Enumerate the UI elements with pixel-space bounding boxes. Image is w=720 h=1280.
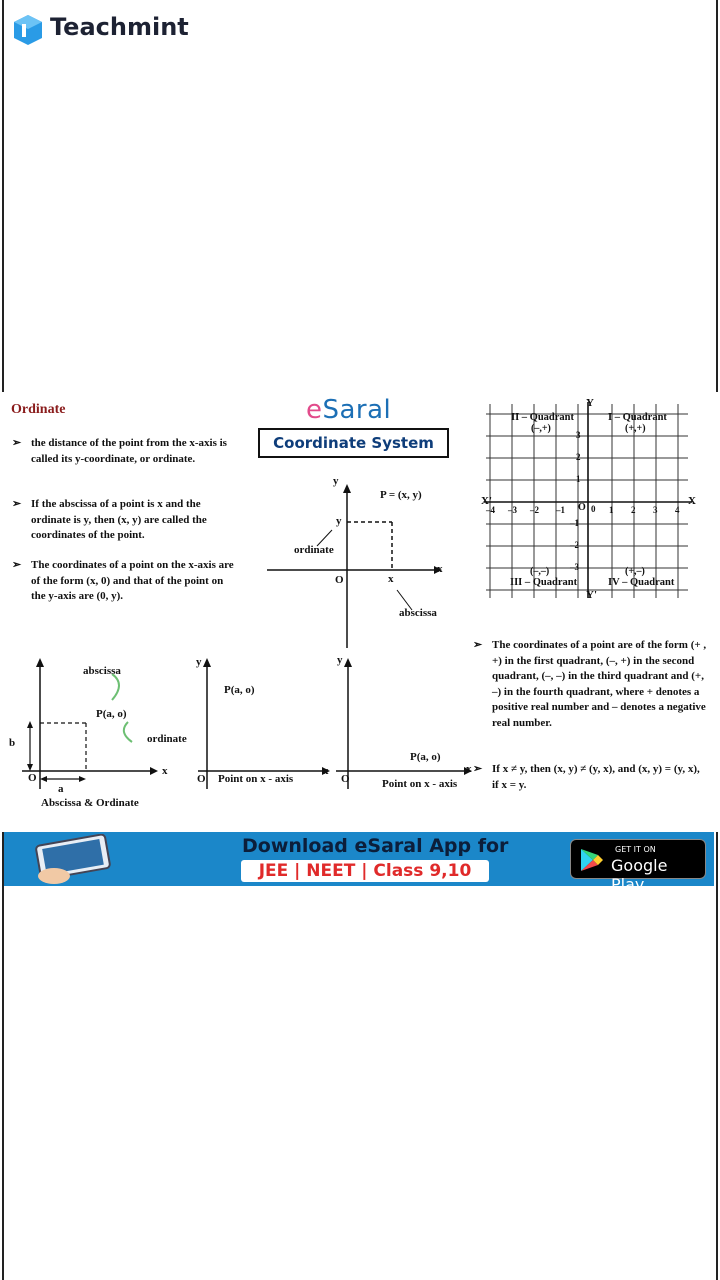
banner-title: Download eSaral App for bbox=[242, 835, 509, 857]
center-point-label: P = (x, y) bbox=[380, 489, 422, 501]
grid-y-tick: 2 bbox=[576, 452, 581, 462]
center-origin-label: O bbox=[335, 574, 344, 586]
diagram-c-x-label: x bbox=[466, 763, 472, 775]
quadrant-4-label: IV – Quadrant bbox=[608, 577, 675, 588]
banner-subtitle: JEE | NEET | Class 9,10 bbox=[241, 860, 489, 882]
tablet-hand-icon bbox=[24, 834, 119, 886]
brand-name: Teachmint bbox=[50, 13, 189, 41]
diagram-c-caption: Point on x - axis bbox=[382, 778, 458, 790]
bullet-text: The coordinates of a point on the x-axis are of the form (x, 0) and that of the point on the y-axis are (0, y). bbox=[31, 559, 234, 602]
diagram-c-point-label: P(a, o) bbox=[410, 751, 441, 763]
esaral-logo bbox=[306, 395, 391, 425]
google-play-icon bbox=[579, 848, 605, 872]
diagram-a-origin-label: O bbox=[28, 772, 37, 784]
slide-title: Coordinate System bbox=[258, 428, 449, 458]
grid-origin-label: O bbox=[578, 502, 586, 513]
diagram-b-origin-label: O bbox=[197, 773, 206, 785]
diagram-a-ordinate-label: ordinate bbox=[147, 733, 187, 745]
quadrant-4-sign: (+,–) bbox=[625, 566, 645, 577]
diagram-b-point-label: P(a, o) bbox=[224, 684, 255, 696]
grid-y-neg-label: Y' bbox=[586, 589, 597, 601]
esaral-logo-e: e bbox=[306, 395, 323, 425]
download-app-banner[interactable] bbox=[4, 832, 714, 894]
diagram-b-caption: Point on x - axis bbox=[218, 773, 294, 785]
grid-x-pos-label: X bbox=[688, 495, 696, 507]
coordinate-system-slide bbox=[0, 392, 720, 832]
grid-x-tick: 3 bbox=[653, 505, 658, 515]
teachmint-logo-icon bbox=[13, 14, 43, 46]
grid-x-tick: –1 bbox=[556, 505, 565, 515]
point-on-x-axis-diagram-2 bbox=[330, 654, 483, 794]
grid-x-tick: 2 bbox=[631, 505, 636, 515]
quadrant-2-sign: (–,+) bbox=[531, 423, 551, 434]
grid-x-tick: 1 bbox=[609, 505, 614, 515]
center-ordinate-label: ordinate bbox=[294, 544, 334, 556]
bullet-arrow-icon: ➢ bbox=[12, 498, 22, 510]
esaral-logo-text: Saral bbox=[322, 395, 392, 425]
bullet-arrow-icon: ➢ bbox=[473, 763, 483, 775]
bullet-arrow-icon: ➢ bbox=[12, 559, 22, 571]
bullet-text: The coordinates of a point are of the form (+ , +) in the first quadrant, (–, +) in the second quadrant, (–, –) in the third quadrant and (+, –) in the fourth quadrant, where + denotes a positive real number and – denotes a negative real number. bbox=[492, 639, 707, 729]
grid-y-tick: –3 bbox=[570, 562, 579, 572]
play-badge-big-text: Google Play bbox=[611, 856, 668, 894]
diagram-b-y-label: y bbox=[196, 656, 202, 668]
grid-x-tick: –4 bbox=[486, 505, 495, 515]
diagram-b-x-label: x bbox=[323, 765, 329, 777]
bullet-text: If x ≠ y, then (x, y) ≠ (y, x), and (x, y) = (y, x), if x = y. bbox=[492, 763, 700, 791]
quadrant-3-sign: (–,–) bbox=[530, 566, 550, 577]
quadrant-1-label: I – Quadrant bbox=[608, 412, 667, 423]
grid-y-tick: 1 bbox=[576, 474, 581, 484]
quadrant-2-label: II – Quadrant bbox=[511, 412, 575, 423]
quadrant-grid bbox=[482, 400, 702, 600]
grid-x-tick: –2 bbox=[530, 505, 539, 515]
play-badge-small-text: GET IT ON bbox=[615, 845, 656, 854]
quadrant-3-label: III – Quadrant bbox=[510, 577, 578, 588]
grid-y-tick: 3 bbox=[576, 430, 581, 440]
quadrant-1-sign: (+,+) bbox=[625, 423, 646, 434]
bullet-arrow-icon: ➢ bbox=[12, 437, 22, 449]
center-axes-diagram bbox=[262, 478, 452, 648]
diagram-a-point-label: P(a, o) bbox=[96, 708, 127, 720]
grid-y-pos-label: Y bbox=[586, 397, 594, 409]
center-y-tick-label: y bbox=[336, 515, 342, 527]
ordinate-heading: Ordinate bbox=[11, 402, 66, 417]
diagram-a-caption: Abscissa & Ordinate bbox=[41, 797, 139, 809]
grid-y-tick: –2 bbox=[570, 540, 579, 550]
app-header bbox=[0, 0, 720, 60]
grid-x-tick: 4 bbox=[675, 505, 680, 515]
bullet-text: If the abscissa of a point is x and the ordinate is y, then (x, y) are called the coordinates of the point. bbox=[31, 498, 207, 541]
grid-x-tick: 0 bbox=[591, 504, 596, 514]
diagram-c-origin-label: O bbox=[341, 773, 350, 785]
diagram-a-x-label: x bbox=[162, 765, 168, 777]
bullet-text: the distance of the point from the x-axis is called its y-coordinate, or ordinate. bbox=[31, 437, 227, 465]
bullet-arrow-icon: ➢ bbox=[473, 639, 483, 651]
diagram-a-b-label: b bbox=[9, 737, 16, 749]
google-play-badge[interactable] bbox=[570, 839, 706, 894]
diagram-a-a-label: a bbox=[58, 783, 64, 795]
center-x-axis-label: x bbox=[437, 563, 443, 575]
grid-x-neg-label: X' bbox=[481, 495, 492, 507]
center-abscissa-label: abscissa bbox=[399, 607, 437, 619]
diagram-c-y-label: y bbox=[337, 654, 343, 666]
grid-y-tick: –1 bbox=[570, 518, 579, 528]
center-y-axis-label: y bbox=[333, 475, 339, 487]
grid-x-tick: –3 bbox=[508, 505, 517, 515]
center-x-tick-label: x bbox=[388, 573, 394, 585]
diagram-a-abscissa-label: abscissa bbox=[83, 665, 121, 677]
